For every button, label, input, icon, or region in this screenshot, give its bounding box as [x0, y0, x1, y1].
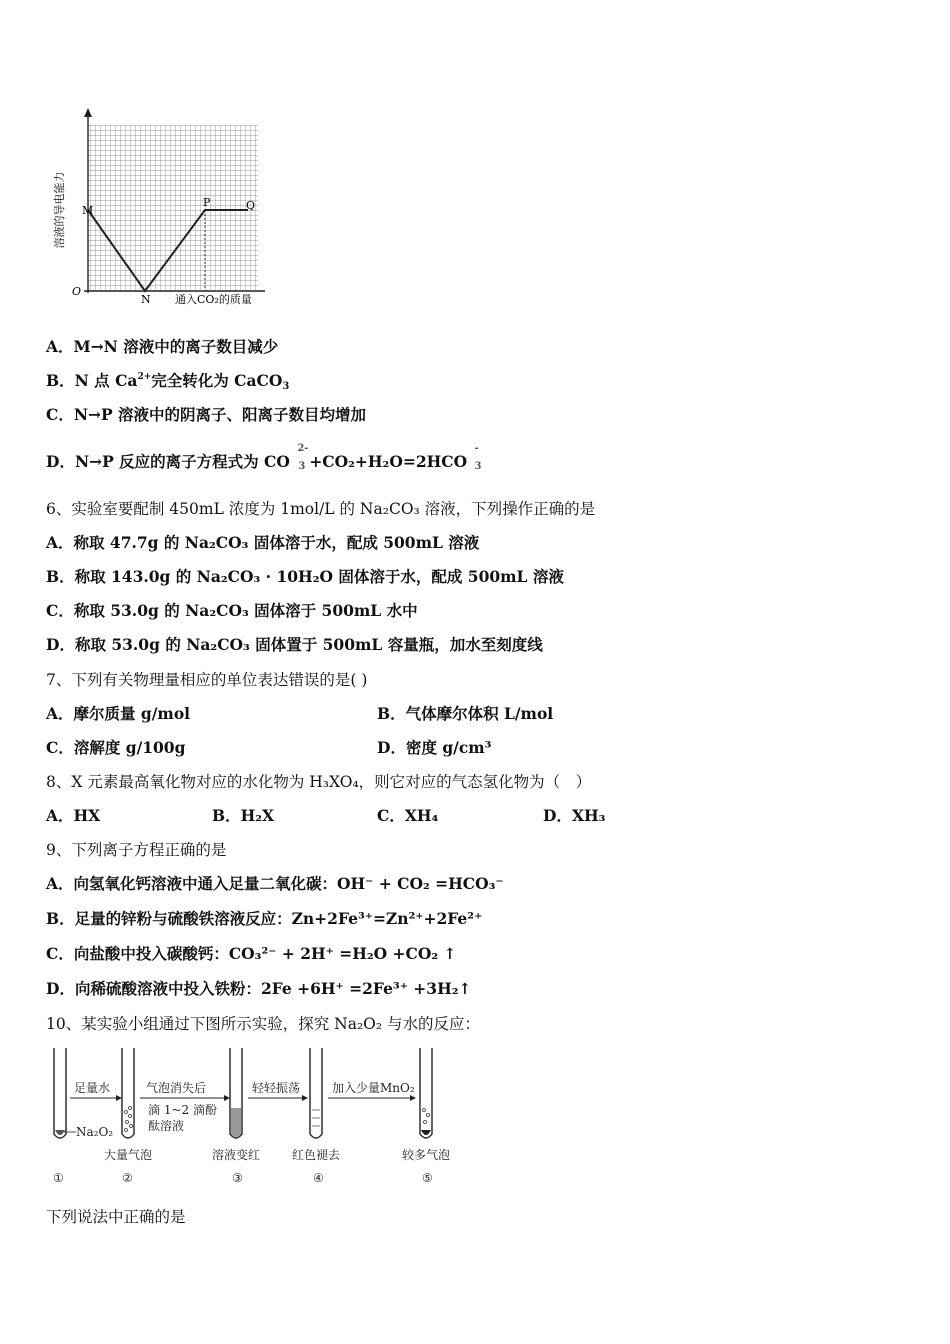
liquid-lines-4 — [312, 1110, 320, 1126]
bubbles-2 — [125, 1107, 133, 1132]
point-n: N — [141, 293, 151, 306]
q7-option-b: B．气体摩尔体积 L/mol — [377, 704, 554, 723]
obs-4: 红色褪去 — [292, 1148, 341, 1162]
num-1: ① — [53, 1171, 64, 1185]
experiment-diagram — [40, 1042, 480, 1192]
obs-3: 溶液变红 — [212, 1148, 261, 1162]
bubbles-5 — [423, 1109, 430, 1124]
num-5: ⑤ — [422, 1171, 433, 1185]
arrow-3-label: 轻轻振荡 — [252, 1081, 301, 1095]
arrow-1-label: 足量水 — [74, 1081, 111, 1095]
point-q: Q — [246, 199, 256, 212]
q9-option-c: C．向盐酸中投入碳酸钙：CO₃²⁻ + 2H⁺ =H₂O +CO₂ ↑ — [46, 944, 457, 963]
arrow-2-bot: 酞溶液 — [148, 1119, 185, 1133]
q7-stem: 7、下列有关物理量相应的单位表达错误的是( ) — [46, 671, 368, 689]
q9-stem: 9、下列离子方程正确的是 — [46, 841, 227, 859]
q9-option-b: B．足量的锌粉与硫酸铁溶液反应：Zn+2Fe³⁺=Zn²⁺+2Fe²⁺ — [46, 909, 483, 928]
q8-option-c: C．XH₄ — [377, 806, 439, 825]
q6-option-d: D．称取 53.0g 的 Na₂CO₃ 固体置于 500mL 容量瓶，加水至刻度线 — [46, 635, 543, 654]
q7-option-d: D．密度 g/cm³ — [377, 738, 492, 757]
q10-stem: 10、某实验小组通过下图所示实验，探究 Na₂O₂ 与水的反应： — [46, 1015, 481, 1033]
q8-option-b: B．H₂X — [212, 806, 275, 825]
q8-option-a: A．HX — [46, 806, 101, 825]
tube-4 — [310, 1048, 322, 1138]
q5-option-d: D．N→P 反应的离子方程式为 CO 2- 3 +CO₂+H₂O=2HCO - 3 — [46, 443, 482, 472]
point-p: P — [203, 196, 211, 209]
tube-2 — [122, 1048, 134, 1138]
q7-option-a: A．摩尔质量 g/mol — [46, 704, 191, 723]
y-axis-arrow — [84, 108, 92, 117]
q5-option-a: A．M→N 溶液中的离子数目减少 — [46, 337, 279, 356]
arrow-4-label: 加入少量MnO₂ — [332, 1081, 415, 1095]
tube-3-liquid — [231, 1108, 241, 1137]
q6-option-c: C．称取 53.0g 的 Na₂CO₃ 固体溶于 500mL 水中 — [46, 601, 418, 620]
tube-1-solid — [55, 1130, 65, 1135]
arrow-2-mid: 滴 1~2 滴酚 — [148, 1103, 217, 1117]
graph-grid — [88, 125, 258, 290]
q5-option-c: C．N→P 溶液中的阴离子、阳离子数目均增加 — [46, 405, 367, 424]
conductivity-graph — [50, 105, 280, 315]
obs-5: 较多气泡 — [402, 1148, 451, 1162]
point-m: M — [82, 204, 94, 217]
tube-5-solid — [421, 1130, 431, 1135]
reagent-na2o2: Na₂O₂ — [76, 1125, 114, 1139]
q10-tail: 下列说法中正确的是 — [46, 1208, 186, 1226]
num-4: ④ — [313, 1171, 324, 1185]
origin-label: O — [72, 285, 82, 298]
q7-option-c: C．溶解度 g/100g — [46, 738, 186, 757]
num-2: ② — [122, 1171, 133, 1185]
obs-2: 大量气泡 — [104, 1148, 153, 1162]
q9-option-a: A．向氢氧化钙溶液中通入足量二氧化碳：OH⁻ + CO₂ =HCO₃⁻ — [46, 874, 504, 893]
arrow-2-top: 气泡消失后 — [146, 1081, 207, 1095]
q9-option-d: D．向稀硫酸溶液中投入铁粉：2Fe +6H⁺ =2Fe³⁺ +3H₂↑ — [46, 979, 472, 998]
num-3: ③ — [232, 1171, 243, 1185]
tube-5 — [420, 1048, 432, 1138]
tube-1 — [54, 1048, 66, 1138]
q8-stem: 8、X 元素最高氧化物对应的水化物为 H₃XO₄，则它对应的气态氢化物为（ ） — [46, 773, 592, 791]
q8-option-d: D．XH₃ — [543, 806, 606, 825]
q6-option-a: A．称取 47.7g 的 Na₂CO₃ 固体溶于水，配成 500mL 溶液 — [46, 533, 480, 552]
q6-option-b: B．称取 143.0g 的 Na₂CO₃ · 10H₂O 固体溶于水，配成 500mL 溶液 — [46, 567, 564, 586]
y-axis-label: 溶液的导电能力 — [53, 171, 66, 249]
q6-stem: 6、实验室要配制 450mL 浓度为 1mol/L 的 Na₂CO₃ 溶液，下列操作正确的是 — [46, 500, 596, 518]
q5-option-b: B．N 点 $Ca^{2+}$完全转化为 CaCO$_3$ — [46, 371, 290, 392]
x-axis-label: 通入CO₂的质量 — [175, 293, 252, 306]
